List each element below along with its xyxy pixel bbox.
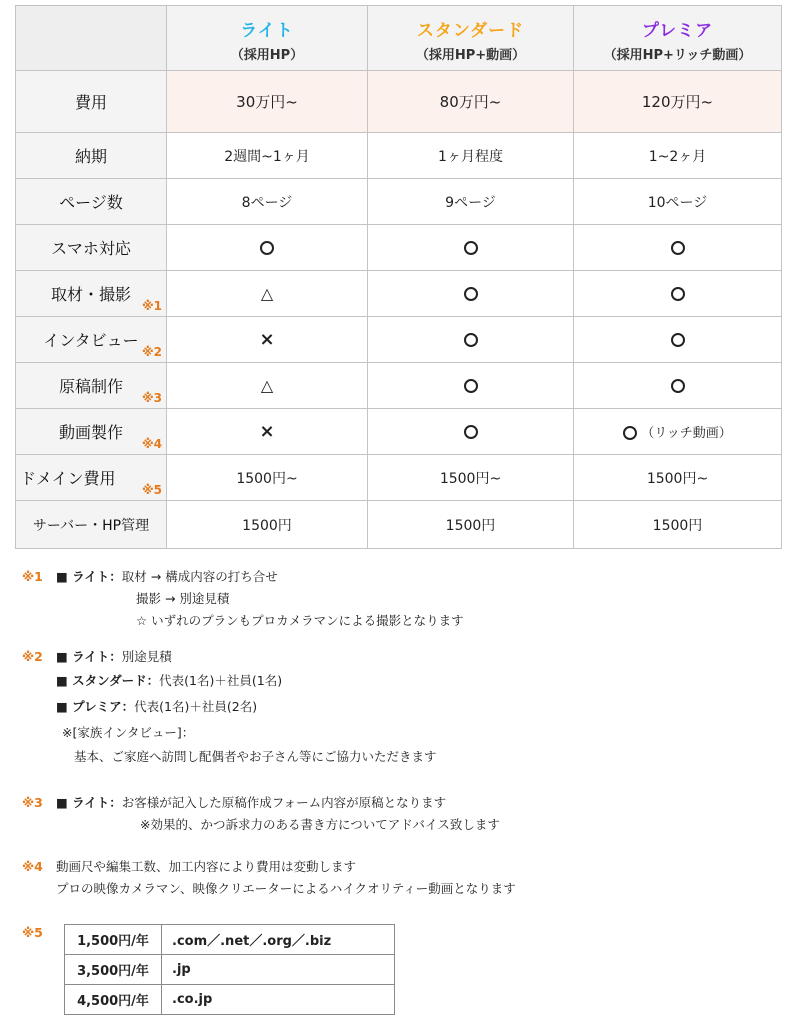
note-heading: ■ ライト： bbox=[56, 569, 122, 584]
cell-value bbox=[167, 317, 368, 363]
domain-price: 3,500円/年 bbox=[65, 955, 162, 985]
row-label-text: ドメイン費用 bbox=[20, 469, 116, 488]
row-label bbox=[16, 455, 167, 501]
row-label bbox=[16, 317, 167, 363]
cell-value: 9ページ bbox=[368, 179, 574, 225]
note-mark: ※2 bbox=[22, 649, 43, 664]
note-text: 取材 → 構成内容の打ち合せ bbox=[121, 569, 278, 584]
row-label: 納期 bbox=[16, 133, 167, 179]
plan-header-lite bbox=[167, 6, 368, 71]
cell-value: 80万円~ bbox=[368, 71, 574, 133]
plan-name: スタンダード bbox=[416, 20, 525, 41]
circle-mark-icon bbox=[260, 241, 274, 255]
note-mark: ※1 bbox=[22, 569, 43, 584]
row-label: ページ数 bbox=[16, 179, 167, 225]
footnote-2 bbox=[22, 646, 437, 768]
cell-circle bbox=[368, 409, 574, 455]
table-row-mobile bbox=[16, 225, 782, 271]
note-mark: ※4 bbox=[22, 859, 43, 874]
plan-sub: （採用HP） bbox=[230, 47, 304, 63]
domain-fee-table bbox=[64, 924, 395, 1015]
cell-circle bbox=[167, 225, 368, 271]
cell-value: 1500円~ bbox=[368, 455, 574, 501]
row-label-text: 取材・撮影 bbox=[50, 285, 131, 304]
cell-value: 1~2ヶ月 bbox=[574, 133, 782, 179]
row-label bbox=[16, 271, 167, 317]
row-label-text: 動画製作 bbox=[58, 423, 123, 442]
table-row bbox=[65, 955, 395, 985]
header-corner bbox=[16, 6, 167, 71]
table-row-pages bbox=[16, 179, 782, 225]
domain-price: 1,500円/年 bbox=[65, 925, 162, 955]
row-label-text: 原稿制作 bbox=[58, 377, 123, 396]
table-row-delivery bbox=[16, 133, 782, 179]
cell-circle bbox=[368, 363, 574, 409]
table-row-server bbox=[16, 501, 782, 549]
plan-name: プレミア bbox=[641, 20, 714, 41]
cell-value: 8ページ bbox=[167, 179, 368, 225]
note-text: ※[家族インタビュー]： bbox=[62, 725, 195, 740]
note-mark: ※3 bbox=[22, 795, 43, 810]
cell-circle bbox=[574, 363, 782, 409]
cell-value: 1500円~ bbox=[574, 455, 782, 501]
domain-names: .co.jp bbox=[162, 985, 395, 1015]
domain-names: .com／.net／.org／.biz bbox=[162, 925, 395, 955]
cell-circle bbox=[574, 271, 782, 317]
plan-header-premier bbox=[574, 6, 782, 71]
cell-circle bbox=[574, 225, 782, 271]
domain-names: .jp bbox=[162, 955, 395, 985]
plan-sub: （採用HP+リッチ動画） bbox=[603, 47, 752, 63]
footnote-4 bbox=[22, 856, 516, 900]
triangle-mark-icon: △ bbox=[260, 376, 274, 395]
table-row-domain bbox=[16, 455, 782, 501]
note-text: お客様が記入した原稿作成フォーム内容が原稿となります bbox=[121, 795, 447, 810]
circle-mark-icon bbox=[671, 333, 685, 347]
circle-mark-icon bbox=[464, 241, 478, 255]
note-text: 代表(1名)＋社員(2名) bbox=[134, 699, 258, 714]
circle-mark-icon bbox=[623, 426, 637, 440]
circle-mark-icon bbox=[671, 379, 685, 393]
footnote-3 bbox=[22, 792, 500, 836]
note-text: ※効果的、かつ訴求力のある書き方についてアドバイス致します bbox=[140, 817, 500, 832]
note-text: 別途見積 bbox=[121, 649, 172, 664]
row-label bbox=[16, 363, 167, 409]
cell-value: 2週間~1ヶ月 bbox=[167, 133, 368, 179]
cross-mark-icon: × bbox=[259, 329, 275, 350]
note-mark: ※5 bbox=[22, 925, 43, 940]
note-text: プロの映像カメラマン、映像クリエーターによるハイクオリティー動画となります bbox=[56, 881, 516, 896]
triangle-mark-icon: △ bbox=[260, 284, 274, 303]
plan-sub: （採用HP+動画） bbox=[415, 47, 526, 63]
note-text: 動画尺や編集工数、加工内容により費用は変動します bbox=[56, 859, 357, 874]
cell-value: 1ヶ月程度 bbox=[368, 133, 574, 179]
cell-value bbox=[167, 271, 368, 317]
table-row-shoot bbox=[16, 271, 782, 317]
row-label: 費用 bbox=[16, 71, 167, 133]
cross-mark-icon: × bbox=[259, 421, 275, 442]
plan-name: ライト bbox=[240, 20, 294, 41]
note-ref: ※1 bbox=[141, 299, 162, 313]
circle-mark-icon bbox=[671, 241, 685, 255]
note-heading: ■ スタンダード： bbox=[56, 673, 160, 688]
table-row-fee bbox=[16, 71, 782, 133]
note-ref: ※2 bbox=[141, 345, 162, 359]
row-label: スマホ対応 bbox=[16, 225, 167, 271]
footnote-1 bbox=[22, 566, 464, 632]
cell-value bbox=[167, 363, 368, 409]
table-row-writing bbox=[16, 363, 782, 409]
cell-circle bbox=[368, 317, 574, 363]
note-ref: ※4 bbox=[141, 437, 162, 451]
cell-value: 1500円 bbox=[368, 501, 574, 549]
circle-mark-icon bbox=[671, 287, 685, 301]
cell-circle-extra bbox=[574, 409, 782, 455]
table-row bbox=[65, 925, 395, 955]
note-text: 代表(1名)＋社員(1名) bbox=[159, 673, 283, 688]
cell-value: 10ページ bbox=[574, 179, 782, 225]
circle-mark-icon bbox=[464, 379, 478, 393]
note-heading: ■ ライト： bbox=[56, 649, 122, 664]
plan-header-row bbox=[16, 6, 782, 71]
row-label bbox=[16, 409, 167, 455]
cell-value: 30万円~ bbox=[167, 71, 368, 133]
cell-circle bbox=[368, 225, 574, 271]
circle-mark-icon bbox=[464, 425, 478, 439]
plan-comparison-table bbox=[15, 5, 782, 549]
cell-circle bbox=[368, 271, 574, 317]
cell-extra-text: （リッチ動画） bbox=[641, 426, 732, 441]
note-heading: ■ プレミア： bbox=[56, 699, 135, 714]
cell-value: 1500円 bbox=[167, 501, 368, 549]
plan-header-standard bbox=[368, 6, 574, 71]
cell-circle bbox=[574, 317, 782, 363]
cell-value: 1500円 bbox=[574, 501, 782, 549]
row-label-text: インタビュー bbox=[43, 331, 139, 350]
table-row-video bbox=[16, 409, 782, 455]
cell-value: 1500円~ bbox=[167, 455, 368, 501]
table-row-interview bbox=[16, 317, 782, 363]
cell-value: 120万円~ bbox=[574, 71, 782, 133]
circle-mark-icon bbox=[464, 287, 478, 301]
note-ref: ※5 bbox=[141, 483, 162, 497]
note-text: ☆ いずれのプランもプロカメラマンによる撮影となります bbox=[136, 613, 464, 628]
table-row bbox=[65, 985, 395, 1015]
circle-mark-icon bbox=[464, 333, 478, 347]
note-heading: ■ ライト： bbox=[56, 795, 122, 810]
cell-value bbox=[167, 409, 368, 455]
row-label: サーバー・HP管理 bbox=[16, 501, 167, 549]
note-text: 基本、ご家庭へ訪問し配偶者やお子さん等にご協力いただきます bbox=[74, 749, 437, 764]
note-ref: ※3 bbox=[141, 391, 162, 405]
domain-price: 4,500円/年 bbox=[65, 985, 162, 1015]
note-text: 撮影 → 別途見積 bbox=[136, 591, 230, 606]
